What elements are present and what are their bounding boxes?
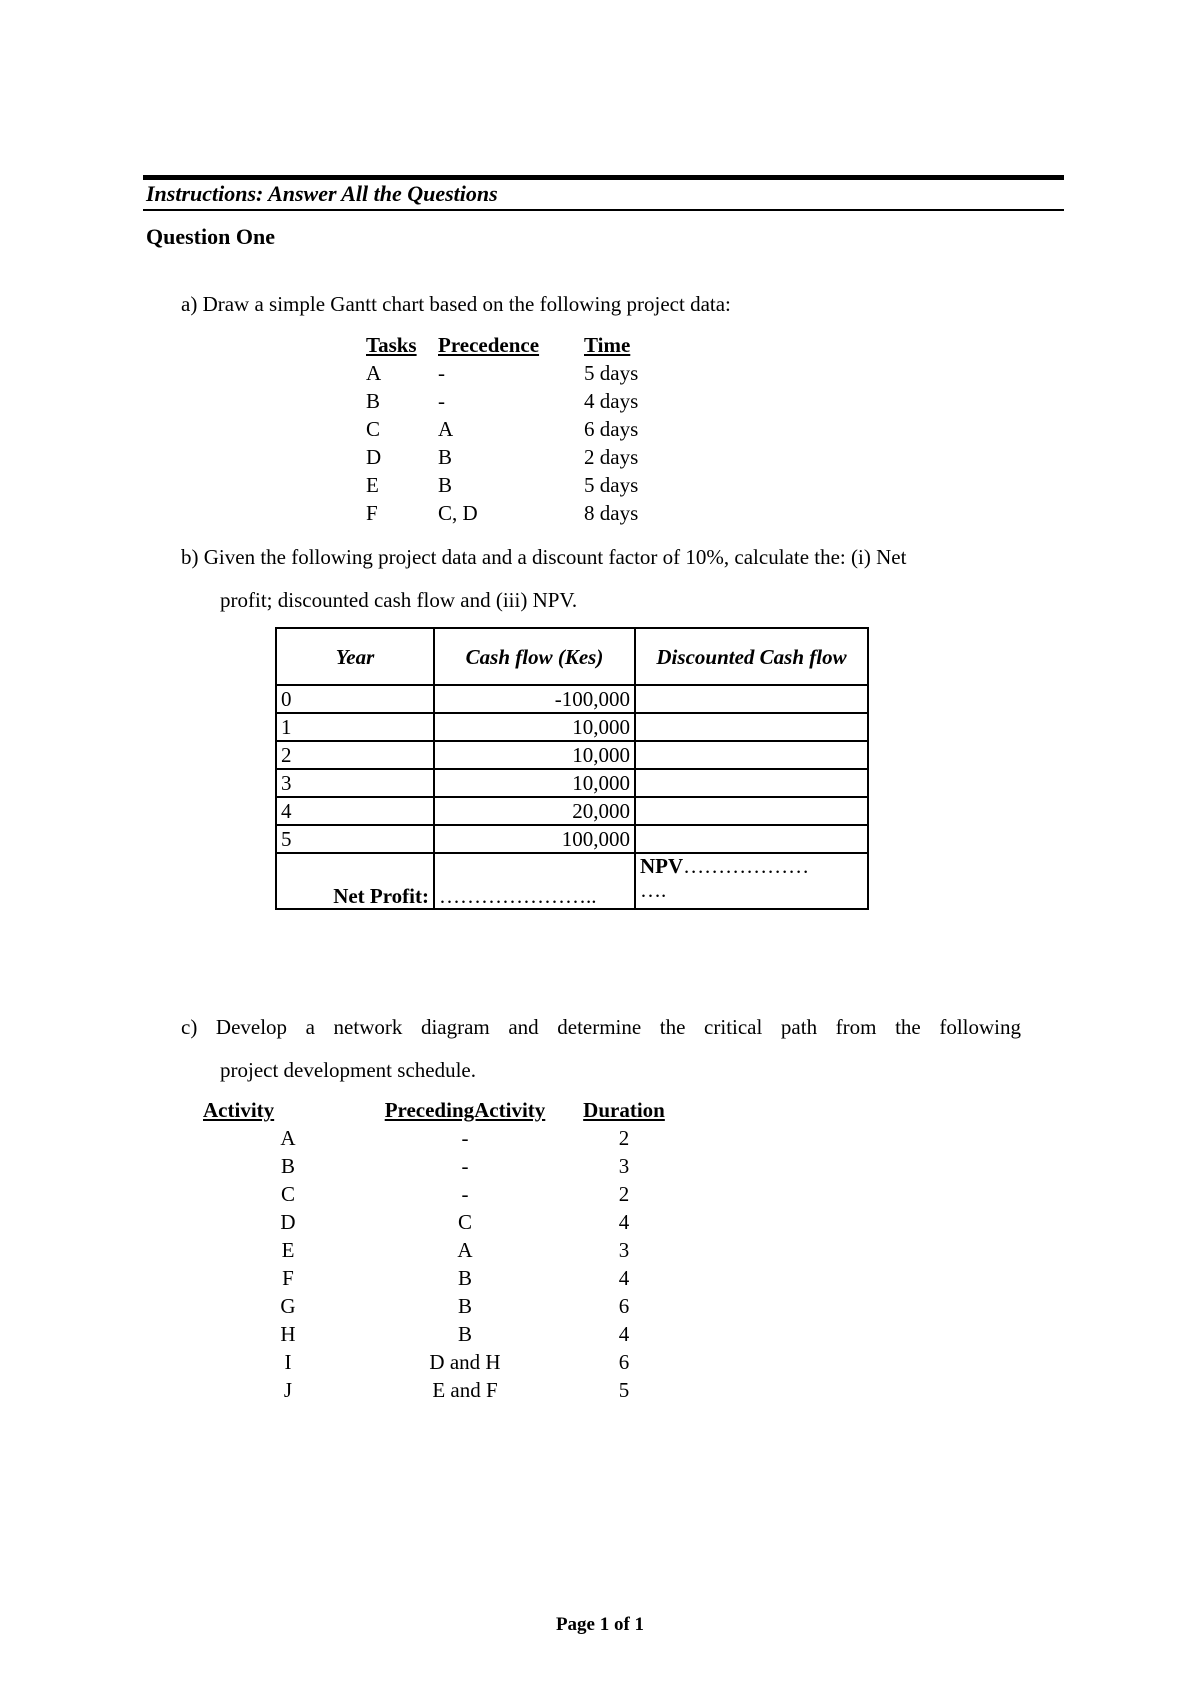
table-cell: E (366, 473, 379, 497)
table-row (203, 1238, 691, 1266)
table-cell: C (280, 1182, 295, 1206)
table-cell: 4 (618, 1266, 630, 1290)
table-cell: H (280, 1322, 296, 1346)
npv-blank-line2: …. (640, 878, 667, 902)
table-cell: B (457, 1322, 472, 1346)
question-title: Question One (146, 224, 275, 249)
table-header-row (203, 1098, 691, 1126)
table-cell: 6 (618, 1350, 630, 1374)
table-row (203, 1154, 691, 1182)
table-row (276, 685, 868, 713)
table-cell: 1 (276, 713, 434, 741)
table-cell: 4 (618, 1322, 630, 1346)
table-row (366, 473, 664, 501)
instructions-heading: Instructions: Answer All the Questions (146, 181, 498, 206)
table-row (203, 1126, 691, 1154)
table-cell: B (280, 1154, 295, 1178)
column-header: Year (276, 628, 434, 685)
column-header: Tasks (366, 333, 417, 357)
table-cell: 8 days (584, 501, 639, 525)
table-cell (635, 713, 868, 741)
table-cell: 100,000 (434, 825, 635, 853)
table-cell: 6 (618, 1294, 630, 1318)
table-cell: 10,000 (434, 713, 635, 741)
table-cell: 10,000 (434, 741, 635, 769)
table-cell: B (457, 1266, 472, 1290)
table-cell: A (457, 1238, 473, 1262)
npv-cell (635, 853, 868, 909)
table-cell: C, D (438, 501, 478, 525)
table-cell: - (438, 361, 445, 385)
table-row (366, 445, 664, 473)
cash-flow-table (275, 627, 869, 910)
table-cell: 5 days (584, 361, 639, 385)
table-row (203, 1350, 691, 1378)
table-cell: J (283, 1378, 293, 1402)
table-row (203, 1210, 691, 1238)
table-cell: 4 (276, 797, 434, 825)
column-header: Cash flow (Kes) (434, 628, 635, 685)
table-cell (635, 825, 868, 853)
table-cell (635, 685, 868, 713)
table-cell: 2 (276, 741, 434, 769)
column-header: Activity (203, 1098, 275, 1122)
net-profit-row (276, 853, 868, 909)
table-cell: A (366, 361, 382, 385)
table-cell: 2 (618, 1126, 630, 1150)
table-cell: D (366, 445, 382, 469)
header-rule-thin (143, 209, 1064, 211)
table-row (203, 1182, 691, 1210)
part-c-prompt-line2: project development schedule. (220, 1058, 476, 1082)
part-b-prompt-line1: b) Given the following project data and a discount factor of 10%, calculate the: (i) Net (181, 545, 907, 569)
table-row (203, 1266, 691, 1294)
column-header: PrecedingActivity (384, 1098, 546, 1122)
table-cell: - (438, 389, 445, 413)
table-cell: B (438, 473, 453, 497)
table-cell: A (438, 417, 454, 441)
column-header: Precedence (438, 333, 540, 357)
net-profit-label: Net Profit: (276, 853, 434, 909)
table-cell: D and H (429, 1350, 501, 1374)
table-header-row (276, 628, 868, 685)
table-cell (635, 797, 868, 825)
table-cell: G (280, 1294, 296, 1318)
table-cell: 5 days (584, 473, 639, 497)
table-row (366, 417, 664, 445)
table-row (203, 1294, 691, 1322)
table-row (366, 361, 664, 389)
table-cell: 6 days (584, 417, 639, 441)
column-header: Duration (583, 1098, 665, 1122)
column-header: Discounted Cash flow (635, 628, 868, 685)
column-header: Time (584, 333, 631, 357)
network-schedule-table (203, 1098, 691, 1406)
gantt-task-table (366, 333, 664, 529)
table-header-row (366, 333, 664, 361)
table-row (276, 741, 868, 769)
table-cell: D (280, 1210, 296, 1234)
table-row (276, 825, 868, 853)
table-cell: 10,000 (434, 769, 635, 797)
table-row (366, 389, 664, 417)
page-footer: Page 1 of 1 (555, 1614, 645, 1635)
table-cell: 3 (618, 1154, 630, 1178)
table-cell: E and F (432, 1378, 498, 1402)
table-cell: -100,000 (434, 685, 635, 713)
table-cell (635, 769, 868, 797)
table-cell: 5 (618, 1378, 630, 1402)
table-cell: 2 days (584, 445, 639, 469)
part-b-prompt-line2: profit; discounted cash flow and (iii) NPV. (220, 588, 578, 612)
table-cell: - (461, 1182, 469, 1206)
table-cell (635, 741, 868, 769)
table-cell: 3 (276, 769, 434, 797)
table-cell: 20,000 (434, 797, 635, 825)
table-cell: 4 (618, 1210, 630, 1234)
table-cell: I (284, 1350, 292, 1374)
table-cell: 4 days (584, 389, 639, 413)
table-cell: 2 (618, 1182, 630, 1206)
table-row (203, 1378, 691, 1406)
table-row (276, 713, 868, 741)
npv-blank-line1: ……………… (683, 854, 810, 878)
table-row (366, 501, 664, 529)
table-row (203, 1322, 691, 1350)
table-cell: E (281, 1238, 295, 1262)
table-row (276, 797, 868, 825)
table-cell: C (366, 417, 381, 441)
table-cell: B (457, 1294, 472, 1318)
table-cell: - (461, 1126, 469, 1150)
table-cell: 0 (276, 685, 434, 713)
table-cell: 3 (618, 1238, 630, 1262)
part-a-prompt: a) Draw a simple Gantt chart based on the following project data: (181, 292, 731, 316)
table-cell: B (366, 389, 381, 413)
table-cell: A (280, 1126, 296, 1150)
table-row (276, 769, 868, 797)
part-c-prompt-line1: c) Develop a network diagram and determine the critical path from the following (181, 1015, 1021, 1039)
header-rule-thick (143, 175, 1064, 180)
npv-label: NPV (640, 854, 684, 878)
table-cell: B (438, 445, 453, 469)
table-cell: C (457, 1210, 472, 1234)
table-cell: - (461, 1154, 469, 1178)
table-cell: F (366, 501, 378, 525)
table-cell: 5 (276, 825, 434, 853)
table-cell: F (282, 1266, 294, 1290)
net-profit-blank: ………………….. (434, 853, 635, 909)
